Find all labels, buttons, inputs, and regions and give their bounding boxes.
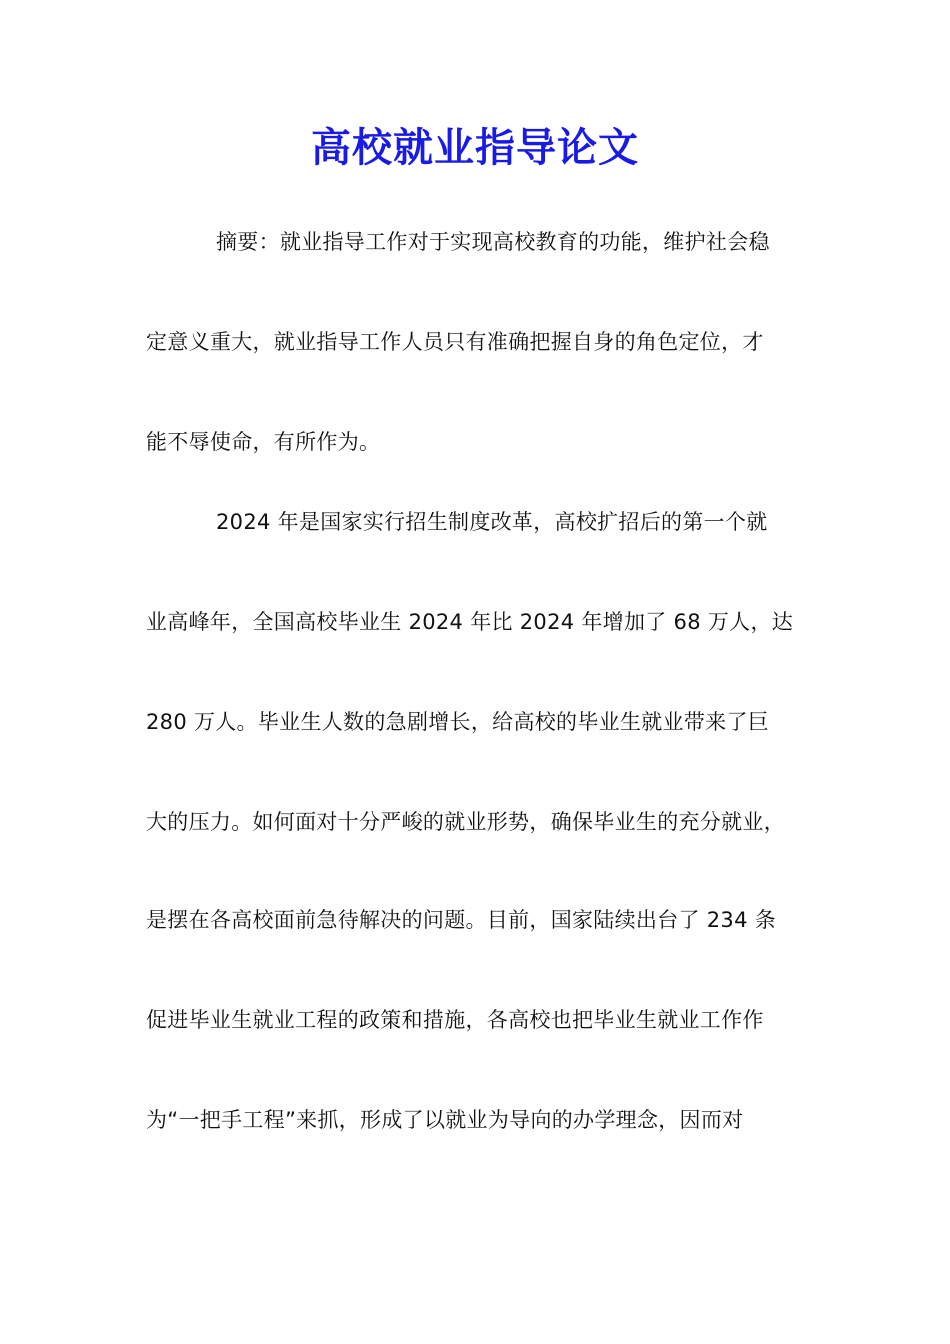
paragraph-line-3: 280 万人。毕业生人数的急剧增长，给高校的毕业生就业带来了巨 xyxy=(146,710,770,734)
abstract-line-1: 摘要：就业指导工作对于实现高校教育的功能，维护社会稳 xyxy=(216,230,770,254)
document-title: 高校就业指导论文 xyxy=(311,124,639,171)
abstract-line-2: 定意义重大，就业指导工作人员只有准确把握自身的角色定位，才 xyxy=(146,330,764,354)
paragraph-line-4: 大的压力。如何面对十分严峻的就业形势，确保毕业生的充分就业， xyxy=(146,810,785,834)
paragraph-line-6: 促进毕业生就业工程的政策和措施，各高校也把毕业生就业工作作 xyxy=(146,1008,764,1032)
paragraph-line-7: 为“一把手工程”来抓，形成了以就业为导向的办学理念，因而对 xyxy=(146,1108,744,1132)
abstract-line-3: 能不辱使命，有所作为。 xyxy=(146,430,381,454)
paragraph-line-2: 业高峰年，全国高校毕业生 2024 年比 2024 年增加了 68 万人，达 xyxy=(146,610,794,634)
paragraph-line-1: 2024 年是国家实行招生制度改革，高校扩招后的第一个就 xyxy=(216,510,768,534)
paragraph-line-5: 是摆在各高校面前急待解决的问题。目前，国家陆续出台了 234 条 xyxy=(146,908,777,932)
